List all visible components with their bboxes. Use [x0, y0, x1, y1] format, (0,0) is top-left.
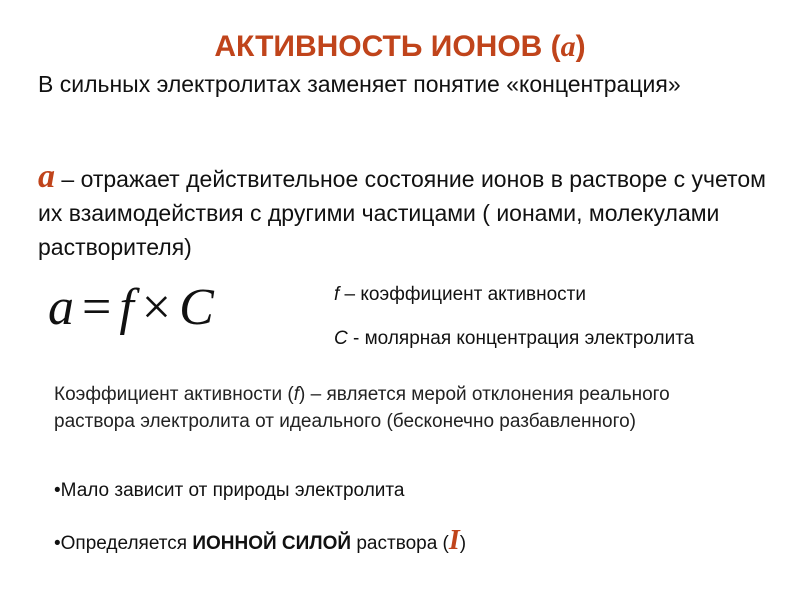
- definition-symbol: а: [38, 158, 55, 195]
- legend-f: [334, 284, 586, 306]
- bullet2-before: •Определяется: [54, 533, 193, 554]
- legend-c-symbol: С: [334, 328, 348, 349]
- legend-f-symbol: f: [334, 284, 340, 305]
- activity-symbol: а: [560, 30, 576, 63]
- intro-text: В сильных электролитах заменяет понятие «концентрация»: [38, 71, 681, 97]
- ionic-strength-term: ИОННОЙ СИЛОЙ: [192, 533, 352, 554]
- legend-f-text: – коэффициент активности: [339, 284, 586, 305]
- ionic-strength-symbol: I: [448, 525, 460, 556]
- formula-c: C: [179, 279, 214, 336]
- coefficient-symbol: f: [293, 384, 300, 405]
- slide-title: [0, 30, 800, 64]
- coefficient-before: Коэффициент активности (: [54, 384, 294, 405]
- formula-f: f: [119, 279, 134, 336]
- legend-c: [334, 328, 694, 350]
- coefficient-after: ) – является мерой отклонения реального раствора электролита от идеального (бесконечно разбавленного): [54, 384, 670, 432]
- coefficient-paragraph: [54, 381, 754, 435]
- activity-formula: [48, 278, 214, 337]
- formula-times: ×: [141, 279, 172, 336]
- bullet2-after: ): [459, 533, 467, 554]
- slide-title-close: ): [575, 30, 586, 63]
- legend-c-text: - молярная концентрация электролита: [347, 328, 695, 349]
- definition-paragraph: [38, 160, 778, 264]
- bullet-item-ionic-strength: [54, 525, 466, 557]
- bullet2-middle: раствора (: [351, 533, 449, 554]
- definition-text: – отражает действительное состояние ионов в растворе с учетом их взаимодействия с другими частицами ( ионами, молекулами растворителя): [38, 166, 766, 260]
- slide-title-text: АКТИВНОСТЬ ИОНОВ (: [214, 30, 561, 63]
- bullet-item-nature: •Мало зависит от природы электролита: [54, 480, 405, 501]
- formula-a: a: [48, 279, 74, 336]
- formula-equals: =: [82, 279, 112, 336]
